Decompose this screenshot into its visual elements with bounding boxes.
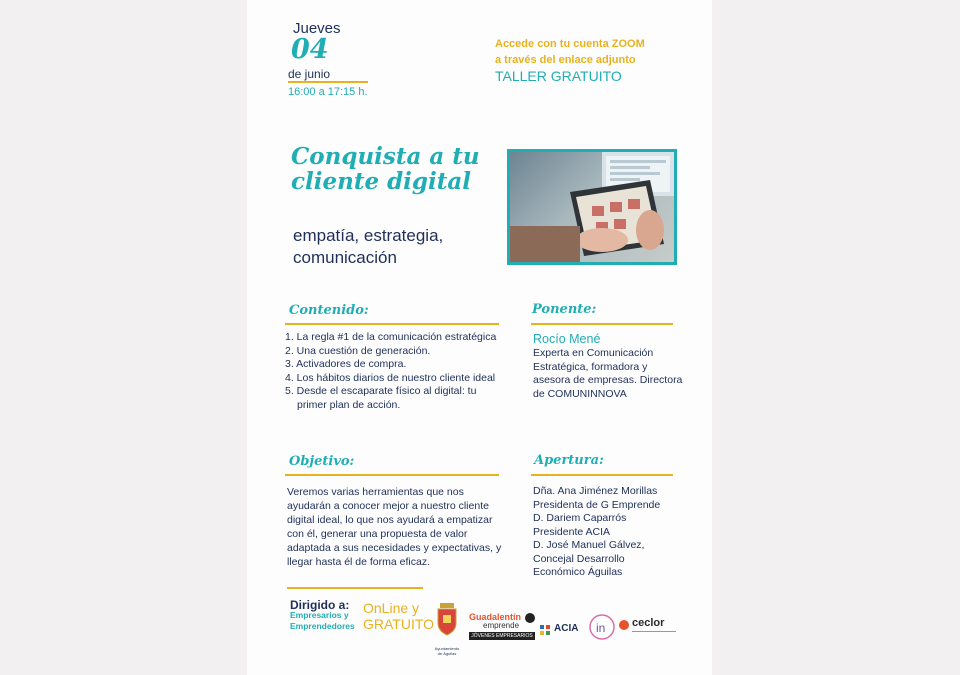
date-divider: [288, 81, 368, 83]
audience-line: Emprendedores: [290, 621, 355, 631]
apertura-list: [533, 485, 683, 580]
speaker-name: Rocío Mené: [533, 332, 601, 346]
zoom-line-2: a través del enlace adjunto: [495, 54, 636, 66]
list-item: Económico Águilas: [533, 566, 623, 578]
dirigido-audience: [290, 610, 355, 632]
apertura-heading: Apertura:: [534, 453, 604, 468]
ceclor-logo: [619, 617, 679, 639]
contenido-heading: Contenido:: [289, 303, 369, 318]
ceclor-circle-icon: [619, 620, 629, 630]
guadalentin-logo: [469, 613, 535, 640]
svg-text:in: in: [596, 621, 606, 635]
ponente-heading: Ponente:: [532, 302, 597, 317]
list-item: 5. Desde el escaparate físico al digital: tu primer plan de acción.: [285, 385, 477, 411]
ponente-divider: [531, 323, 673, 325]
acia-text: ACIA: [554, 623, 579, 634]
list-item: Presidenta de G Emprende: [533, 498, 661, 511]
list-item: D. José Manuel Gálvez,: [533, 539, 645, 551]
emprende-circle-icon: [525, 613, 535, 623]
weekday: Jueves: [293, 20, 341, 37]
jovenes-band: JÓVENES EMPRESARIOS: [469, 632, 535, 640]
list-item: 3. Activadores de compra.: [285, 358, 407, 370]
acia-logo: [539, 622, 585, 638]
list-item: 4. Los hábitos diarios de nuestro cliente ideal: [285, 371, 496, 384]
flyer-page: [247, 0, 712, 675]
ayuntamiento-text: Ayuntamiento de Águilas: [434, 646, 460, 656]
main-title: Conquista a tu cliente digital: [291, 143, 480, 195]
month: de junio: [288, 67, 331, 81]
list-item: 1. La regla #1 de la comunicación estratégica: [285, 331, 497, 343]
objetivo-heading: Objetivo:: [289, 454, 355, 469]
list-item: Presidente ACIA: [533, 525, 611, 538]
in-circle-icon: [588, 613, 616, 641]
emprende-word: emprende: [483, 621, 520, 630]
list-item: 2. Una cuestión de generación.: [285, 344, 431, 357]
guadalentin-name: Guadalentín: [469, 612, 522, 622]
list-item: D. Dariem Caparrós: [533, 512, 627, 524]
objetivo-text: Veremos varias herramientas que nos ayudarán a conocer mejor a nuestro cliente digital ideal, lo que nos ayudará a empatizar con él, generar una propuesta de valor adaptada a sus necesidades y expectativas, y llegar hasta él de forma eficaz.: [287, 486, 502, 568]
ayuntamiento-logo: [434, 603, 460, 656]
tablet-illustration: [510, 152, 674, 262]
online-line: OnLine y: [363, 600, 420, 616]
subtitle: empatía, estrategia, comunicación: [293, 226, 444, 267]
coat-of-arms-icon: [434, 603, 460, 639]
list-item: Dña. Ana Jiménez Morillas: [533, 485, 658, 497]
comuninnova-logo: [588, 613, 616, 641]
speaker-bio: Experta en Comunicación Estratégica, formadora y asesora de empresas. Directora de COMUNINNOVA: [533, 347, 683, 400]
contenido-divider: [285, 323, 499, 325]
ceclor-underline: [632, 631, 676, 632]
tablet-photo: [507, 149, 677, 265]
zoom-line-1: Accede con tu cuenta ZOOM: [495, 38, 645, 50]
online-free-label: [363, 600, 434, 632]
ceclor-text: ceclor: [632, 617, 665, 629]
time: 16:00 a 17:15 h.: [288, 86, 368, 98]
apertura-divider: [531, 474, 673, 476]
free-workshop-badge: TALLER GRATUITO: [495, 68, 622, 84]
audience-line: Empresarios y: [290, 610, 349, 620]
dirigido-heading: Dirigido a:: [290, 598, 350, 612]
footer-divider: [287, 587, 423, 589]
list-item: Concejal Desarrollo: [533, 552, 625, 565]
day-number: 04: [291, 34, 329, 65]
objetivo-divider: [285, 474, 499, 476]
acia-diamond-icon: [539, 624, 551, 636]
online-line: GRATUITO: [363, 616, 435, 632]
contenido-list: [285, 331, 500, 412]
